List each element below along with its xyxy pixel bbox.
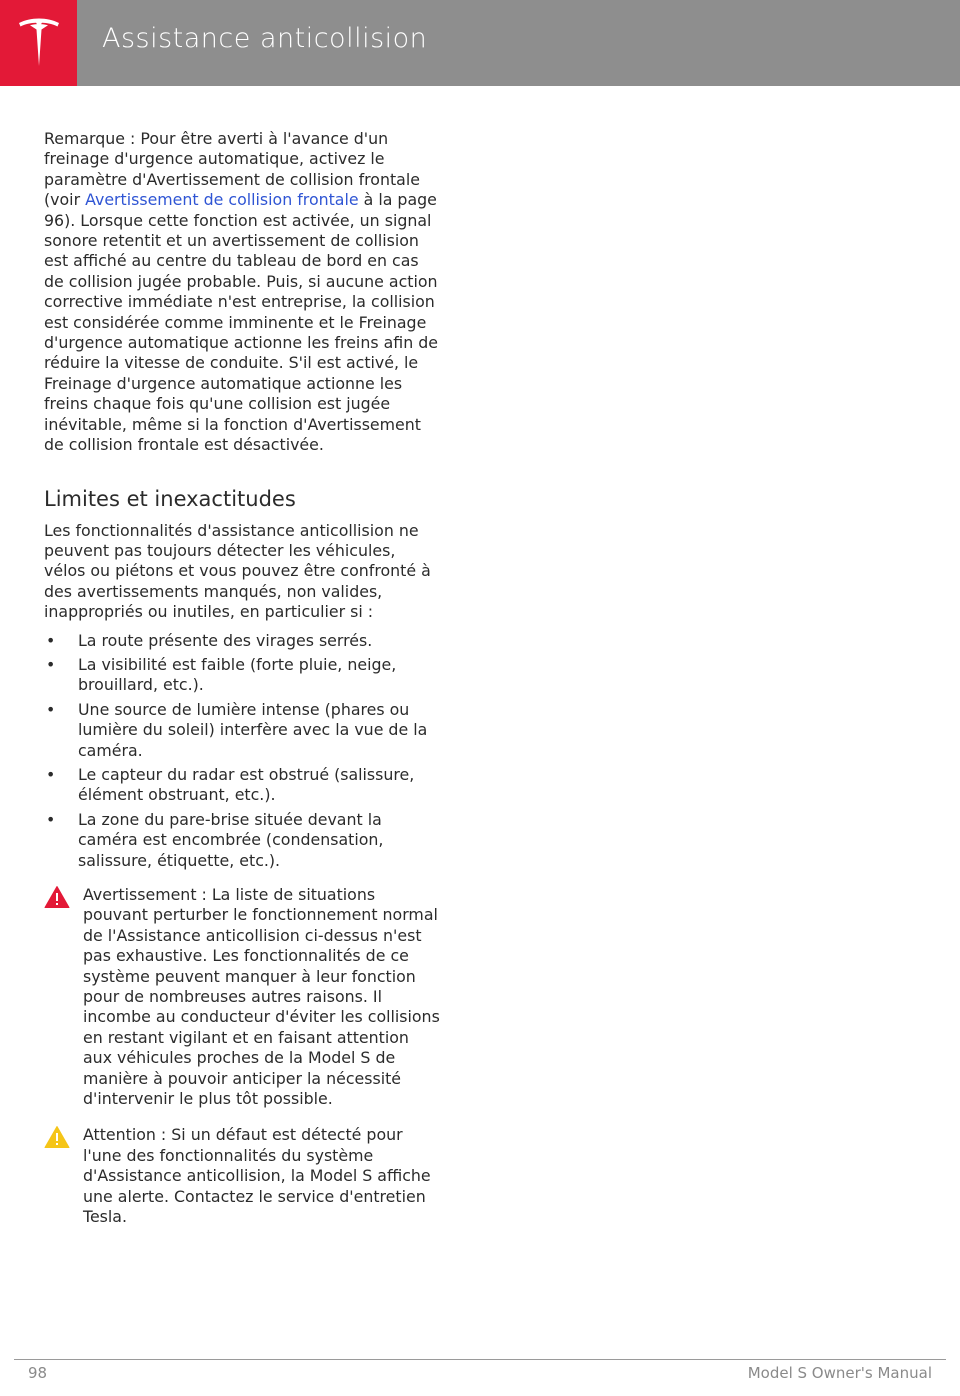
note-text-end: à la page 96). Lorsque cette fonction est activée, un signal sonore retentit et un avertissement de collision est affiché au centre du tableau de bord en cas de collision jugée probable. Puis, si aucune action corrective immédiate n'est entreprise, la collision est considérée comme imminente et le Freinage d'urgence automatique actionne les freins afin de réduire la vitesse de conduite. S'il est activé, le Freinage d'urgence automatique actionne les freins chaque fois qu'une collision est jugée inévitable, même si la fonction d'Avertissement de collision frontale est désactivée. — [44, 190, 438, 455]
note-paragraph — [44, 129, 440, 456]
list-item — [44, 631, 440, 651]
caution-callout — [44, 1125, 440, 1227]
warning-text: Avertissement : La liste de situations pouvant perturber le fonctionnement normal de l'Assistance anticollision ci-dessus n'est pas exhaustive. Les fonctionnalités de ce système peuvent manquer à leur fonction pour de nombreuses autres raisons. Il incombe au conducteur d'éviter les collisions en restant vigilant et en faisant attention aux véhicules proches de la Model S de manière à pouvoir anticiper la nécessité d'intervenir le plus tôt possible. — [83, 885, 440, 1109]
footer-divider — [14, 1359, 946, 1360]
limits-list — [44, 631, 440, 871]
limits-intro: Les fonctionnalités d'assistance anticollision ne peuvent pas toujours détecter les véhicules, vélos ou piétons et vous pouvez être confronté à des avertissements manqués, non valides, inappropriés ou inutiles, en particulier si : — [44, 520, 431, 622]
manual-title: Model S Owner's Manual — [747, 1364, 932, 1382]
bullet-icon: • — [46, 699, 56, 719]
bullet-icon: • — [46, 764, 56, 784]
list-item — [44, 810, 440, 871]
page-number: 98 — [28, 1364, 48, 1382]
page-title: Assistance anticollision — [102, 23, 428, 54]
warning-callout — [44, 885, 440, 1109]
list-item-text: La route présente des virages serrés. — [78, 630, 373, 650]
bullet-icon: • — [46, 654, 56, 674]
page-header — [0, 0, 960, 86]
list-item-text: Une source de lumière intense (phares ou lumière du soleil) interfère avec la vue de la caméra. — [78, 699, 428, 760]
list-item-text: Le capteur du radar est obstrué (salissure, élément obstruant, etc.). — [78, 764, 415, 805]
list-item-text: La zone du pare-brise située devant la caméra est encombrée (condensation, salissure, étiquette, etc.). — [78, 809, 384, 870]
caution-triangle-yellow-icon — [44, 1125, 70, 1149]
limits-heading: Limites et inexactitudes — [44, 486, 296, 511]
bullet-icon: • — [46, 809, 56, 829]
list-item — [44, 700, 440, 761]
content-column — [44, 129, 440, 1228]
list-item — [44, 765, 440, 806]
bullet-icon: • — [46, 630, 56, 650]
warning-triangle-red-icon — [44, 885, 70, 909]
caution-text: Attention : Si un défaut est détecté pour l'une des fonctionnalités du système d'Assistance anticollision, la Model S affiche une alerte. Contactez le service d'entretien Tesla. — [83, 1125, 431, 1227]
tesla-logo-icon — [17, 16, 61, 70]
list-item — [44, 655, 440, 696]
tesla-logo — [0, 0, 77, 86]
forward-collision-warning-link[interactable]: Avertissement de collision frontale — [85, 190, 359, 210]
note-text-start: Remarque : Pour être averti à l'avance d'un freinage d'urgence automatique, activez le paramètre d'Avertissement de collision frontale (voir — [44, 129, 420, 210]
list-item-text: La visibilité est faible (forte pluie, neige, brouillard, etc.). — [78, 654, 397, 695]
